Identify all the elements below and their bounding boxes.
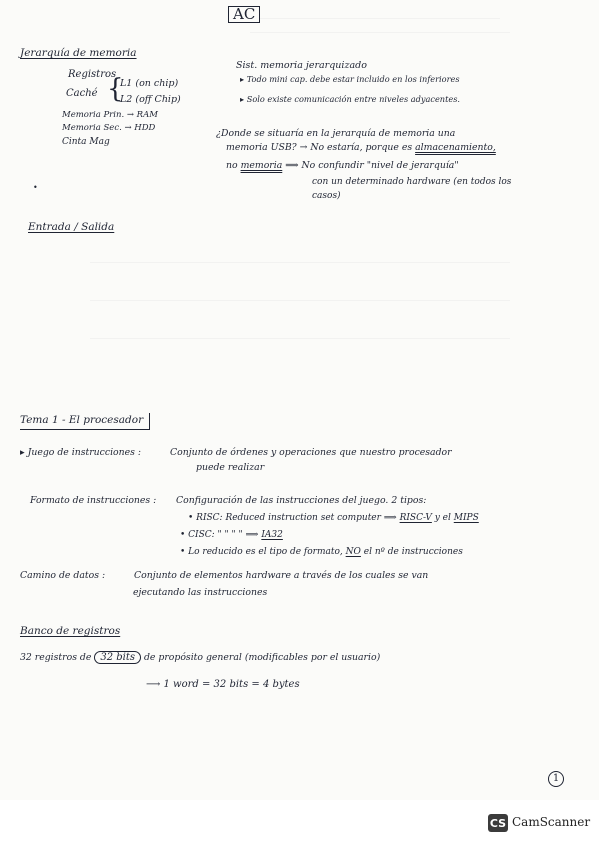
section-heading-memory-hierarchy: Jerarquía de memoria — [20, 47, 137, 59]
reduced-note — [180, 548, 463, 557]
registers-label: Registros — [68, 69, 117, 80]
camscanner-logo-icon: CS — [488, 814, 508, 832]
usb-question-line-4: con un determinado hardware (en todos los — [312, 177, 512, 187]
system-rule-2: ▸ Solo existe comunicación entre niveles adyacentes. — [240, 94, 461, 104]
reduced-note-start: • Lo reducido es el tipo de formato, — [180, 547, 343, 557]
memory-emphasis: memoria — [240, 160, 283, 171]
ia32-example: IA32 — [261, 530, 283, 540]
cache-l1: L1 (on chip) — [120, 78, 179, 89]
hierarchy-note: ⟹ No confundir "nivel de jerarquía" — [285, 160, 459, 171]
datapath-definition-2: ejecutando las instrucciones — [133, 587, 268, 598]
datapath-definition-1: Conjunto de elementos hardware a través de los cuales se van — [134, 570, 429, 581]
usb-question-line-5: casos) — [312, 191, 341, 201]
stray-dot: • — [33, 183, 38, 192]
mips-example: MIPS — [453, 513, 479, 523]
register-width-circled: 32 bits — [94, 651, 141, 664]
risc-v-example: RISC-V — [399, 513, 432, 523]
usb-question-line-3 — [226, 161, 459, 170]
format-label: Formato de instrucciones : — [30, 495, 157, 506]
reduced-note-end: el nº de instrucciones — [363, 547, 463, 557]
page-number: 1 — [548, 771, 564, 787]
usb-question-line-1: ¿Donde se situaría en la jerarquía de memoria una — [216, 128, 456, 139]
register-count-text: 32 registros de — [20, 652, 92, 663]
no-emphasis: NO — [345, 547, 361, 557]
format-definition: Configuración de las instrucciones del juego. 2 tipos: — [176, 495, 427, 506]
scanner-footer-bar — [0, 800, 599, 848]
system-rule-1: ▸ Todo mini cap. debe estar incluido en los inferiores — [240, 74, 460, 84]
section-heading-io: Entrada / Salida — [28, 221, 115, 233]
tape-label: Cinta Mag — [62, 137, 110, 147]
risc-definition: • RISC: Reduced instruction set computer ⟹ — [188, 513, 397, 523]
instruction-set-label: ▸ Juego de instrucciones : — [20, 447, 141, 458]
usb-question-line-2 — [226, 143, 496, 152]
cisc-line — [180, 531, 283, 540]
secondary-memory-label: Memoria Sec. → HDD — [62, 123, 156, 133]
register-bank-line — [20, 653, 380, 663]
system-title: Sist. memoria jerarquizado — [236, 60, 367, 71]
cache-l2: L2 (off Chip) — [120, 94, 181, 105]
topic-heading: Tema 1 - El procesador — [20, 413, 150, 430]
storage-emphasis: almacenamiento, — [415, 142, 496, 153]
instruction-set-definition-1: Conjunto de órdenes y operaciones que nuestro procesador — [170, 447, 452, 458]
cache-brace: { — [107, 74, 124, 104]
cache-label: Caché — [66, 88, 98, 99]
section-heading-register-bank: Banco de registros — [20, 625, 121, 637]
camscanner-watermark: CamScanner — [512, 815, 591, 829]
register-purpose-text: de propósito general (modificables por el usuario) — [143, 652, 381, 663]
cisc-definition: • CISC: " " " " ⟹ — [180, 530, 259, 540]
risc-join: y el — [434, 513, 451, 523]
page-title: AC — [228, 6, 260, 23]
instruction-set-definition-2: puede realizar — [196, 462, 265, 473]
datapath-label: Camino de datos : — [20, 570, 106, 581]
risc-line — [188, 514, 479, 523]
no-word: no — [226, 160, 238, 171]
usb-answer-text: memoria USB? → No estaría, porque es — [226, 142, 413, 153]
word-size-line: ⟶ 1 word = 32 bits = 4 bytes — [146, 679, 300, 690]
main-memory-label: Memoria Prin. → RAM — [62, 110, 158, 120]
